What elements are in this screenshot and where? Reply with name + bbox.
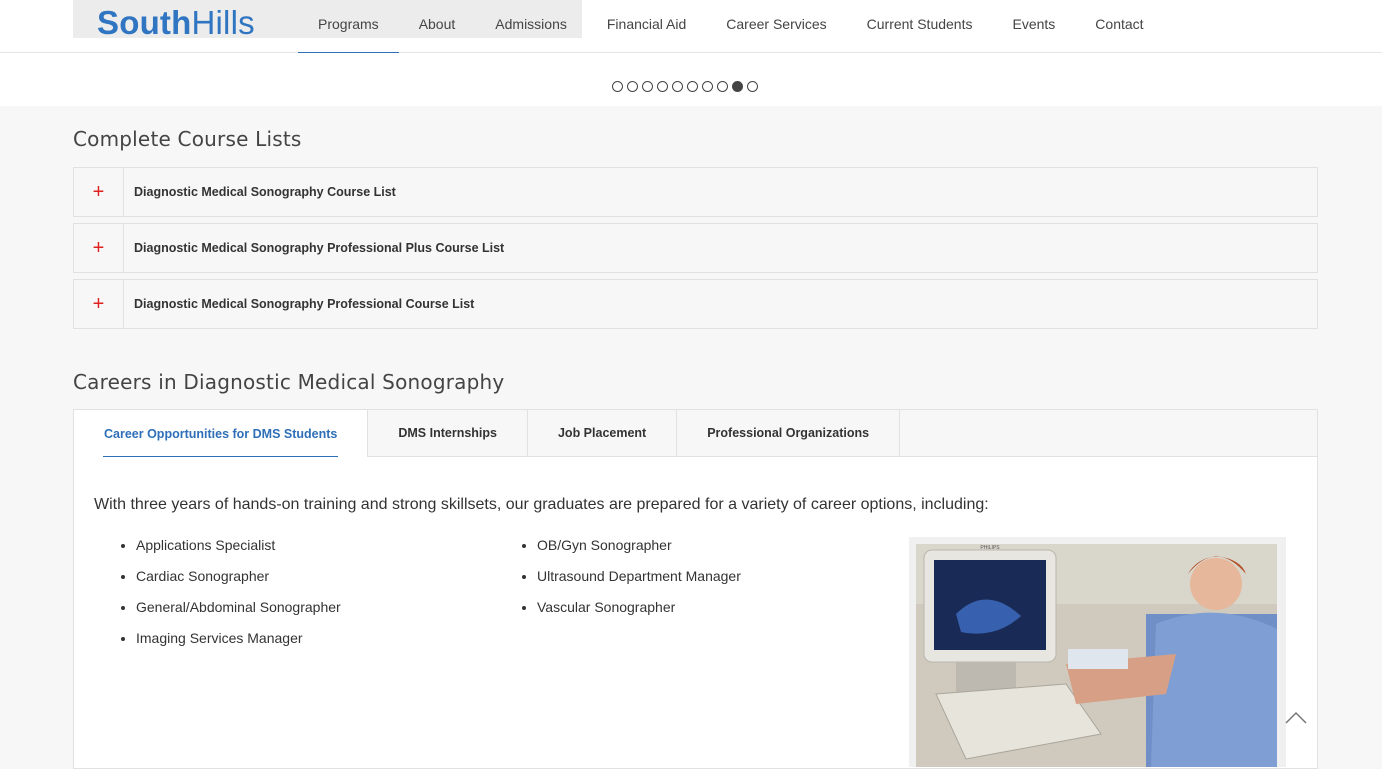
slider-dot[interactable] (702, 81, 713, 92)
nav-financial-aid[interactable]: Financial Aid (606, 16, 687, 32)
plus-icon[interactable]: + (74, 280, 124, 328)
list-item: • OB/Gyn Sonographer (537, 536, 741, 567)
slider-dot[interactable] (717, 81, 728, 92)
main-nav (298, 0, 1164, 52)
careers-heading: Careers in Diagnostic Medical Sonography (73, 370, 505, 394)
careers-tabs-panel (73, 409, 1318, 769)
slider-dot[interactable] (627, 81, 638, 92)
slider-dot[interactable] (687, 81, 698, 92)
monitor-brand: PHILIPS (980, 545, 1000, 551)
scroll-to-top-icon[interactable] (1284, 706, 1308, 730)
slider-dot[interactable] (642, 81, 653, 92)
list-item: • Vascular Sonographer (537, 598, 741, 629)
accordion-label[interactable]: Diagnostic Medical Sonography Professional Plus Course List (134, 241, 505, 255)
plus-icon[interactable]: + (74, 224, 124, 272)
nav-events[interactable]: Events (1012, 16, 1056, 32)
list-item: • Imaging Services Manager (136, 629, 341, 660)
site-header (0, 0, 1382, 53)
tab-professional-organizations[interactable]: Professional Organizations (677, 410, 900, 456)
career-list-2 (495, 536, 741, 629)
tab-career-opportunities[interactable]: Career Opportunities for DMS Students (74, 410, 368, 457)
accordion-item[interactable] (73, 279, 1318, 329)
accordion-label[interactable]: Diagnostic Medical Sonography Professional Course List (134, 297, 475, 311)
accordion-item[interactable] (73, 223, 1318, 273)
accordion-label[interactable]: Diagnostic Medical Sonography Course List (134, 185, 396, 199)
plus-icon[interactable]: + (74, 168, 124, 216)
slider-dot[interactable] (672, 81, 683, 92)
list-item: • Ultrasound Department Manager (537, 567, 741, 598)
course-lists-heading: Complete Course Lists (73, 127, 302, 151)
career-list-1 (94, 536, 341, 660)
nav-contact[interactable]: Contact (1095, 16, 1144, 32)
tab-bar (74, 410, 1317, 457)
nav-career-services[interactable]: Career Services (726, 16, 827, 32)
slider-dot[interactable] (747, 81, 758, 92)
list-item: • General/Abdominal Sonographer (136, 598, 341, 629)
site-logo[interactable]: SouthHills (97, 4, 255, 41)
slider-dot[interactable] (612, 81, 623, 92)
tab-job-placement[interactable]: Job Placement (528, 410, 677, 456)
photo-image (916, 544, 1277, 767)
nav-admissions[interactable]: Admissions (495, 16, 567, 32)
list-item: • Cardiac Sonographer (136, 567, 341, 598)
slider-pagination (612, 81, 758, 92)
nav-about[interactable]: About (418, 16, 456, 32)
slider-band (0, 53, 1382, 106)
nav-current-students[interactable]: Current Students (866, 16, 973, 32)
sonographer-photo (909, 537, 1286, 767)
ultrasound-scene (916, 544, 1277, 767)
tab-dms-internships[interactable]: DMS Internships (368, 410, 528, 456)
slider-dot[interactable] (732, 81, 743, 92)
list-item: • Applications Specialist (136, 536, 341, 567)
careers-intro: With three years of hands-on training and strong skillsets, our graduates are prepared for a variety of career options, including: (94, 496, 989, 513)
slider-dot[interactable] (657, 81, 668, 92)
accordion-item[interactable] (73, 167, 1318, 217)
nav-programs[interactable]: Programs (298, 0, 399, 52)
